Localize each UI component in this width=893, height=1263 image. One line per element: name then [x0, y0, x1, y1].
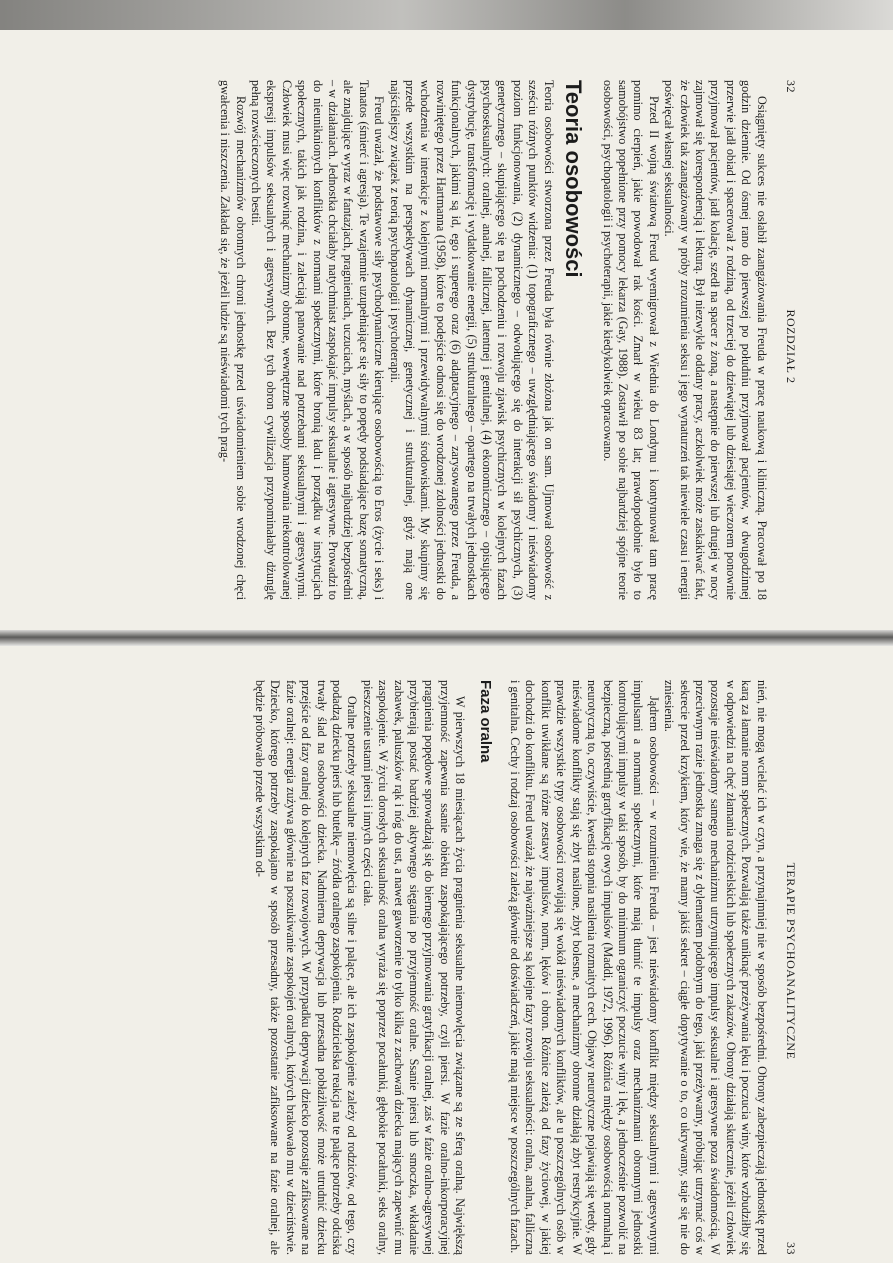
- chapter-label: ROZDZIAŁ 2: [784, 309, 798, 384]
- right-running-head: [783, 680, 798, 1255]
- body-paragraph: Oralne potrzeby seksualne niemowlęcia są silne i palące, ale ich zaspokojenie zależy od rodziców, od tego, czy podadzą dziecku pierś lub butelkę – źródła oralnego zaspokojenia. Rodzicielska reakcja na te palące potrzeby odciska trwały ślad na osobowości dziecka. Nadmierna deprywacja lub przesadna pobłażliwość może utrudnić dziecku przejście od fazy oralnej do kolejnych faz rozwojowych. W przypadku deprywacji dziecko pozostaje zafiksowane na fazie oralnej: energia zużywa głównie na poszukiwanie zaspokojeń oralnych, których brakowało mu w dzieciństwie. Dziecko, którego potrzeby zaspokajano w sposób przesadny, także pozostanie zafiksowane na fazie oralnej, ale będzie próbowało przede wszystkim od-: [253, 680, 360, 1255]
- body-paragraph: W pierwszych 18 miesiącach życia pragnienia seksualne niemowlęcia związane są ze sferą oralną. Największą przyjemność zapewnia ssanie obiektu zaspokajającego potrzeby, czyli piersi. W fazie oralno-inkorporacyjnej pragnienia popędowe sprowadzają się do biernego przyjmowania gratyfikacji oralnej, zaś w fazie oralno-agresywnej przybierają postać bardziej aktywnego sięgania po przyjemność oralne. Ssanie piersi lub smoczka, wkładanie zabawek, paluszków rąk i nóg do ust, a nawet gaworzenie to tylko kilka z zachowań dziecka mających zapewnić mu zaspokojenie. W życiu dorosłych seksualność oralna wyraża się poprzez pocałunki, głębokie pocałunki, seks oralny, pieszczenie ustami piersi i innych części ciała.: [360, 680, 468, 1255]
- page-number: 33: [784, 1242, 798, 1255]
- body-paragraph: Jądrem osobowości – w rozumieniu Freuda – jest nieświadomy konflikt między seksualnymi i agresywnymi impulsami a normami społecznymi, które mają tłumić te impulsy oraz mechanizmami obronnymi jednostki kontrolującymi impulsy w taki sposób, by do minimum ograniczyć poczucie winy i lęk, a jednocześnie pozwolić na bezpieczną, pośrednią gratyfikację owych impulsów (Maddi, 1972, 1996). Różnica między osobowością normalną i neurotyczną to, oczywiście, kwestia stopnia nasilenia rozmaitych cech. Objawy neurotyczne pojawiają się wtedy, gdy nieświadome konflikty stają się zbyt nasilone, zbyt bolesne, a mechanizmy obronne działają zbyt restrykcyjnie. W prawdzie wszystkie typy osobowości rozwijają się wokół nieświadomych konfliktów, ale u poszczególnych osób w konflikt uwikłane są różne zestawy impulsów, norm, lęków i obron. Różnice zależą od fazy życiowej, w jakiej dochodzi do konfliktu. Freud uważał, że najważniejsze są kolejne fazy rozwoju seksualności: oralna, analna, falliczna i genitalna. Cechy i rodzaj osobowości zależą głównie od doświadczeń, jakie mają miejsce w poszczególnych fazach.: [508, 680, 661, 1255]
- page-number: 32: [784, 80, 798, 93]
- book-spine-fold: [0, 630, 893, 646]
- scan-edge-shadow: [0, 0, 893, 30]
- right-page: [18, 680, 798, 1255]
- body-paragraph: Rozwój mechanizmów obronnych chroni jednostkę przed uświadomieniem sobie wrodzonej chęci gwałcenia i niszczenia. Zakłada się, że jeżeli ludzie są nieświadomi tych prag-: [218, 80, 248, 600]
- body-paragraph: Teoria osobowości stworzona przez Freuda była równie złożona jak on sam. Ujmował osobowość z sześciu różnych punktów widzenia: (1) topograficznego – uwzględniającego świadomy i nieświadomy poziom funkcjonowania, (2) dynamicznego – odwołującego się do interakcji sił psychicznych, (3) genetycznego – skupiającego się na pochodzeniu i rozwoju zjawisk psychicznych w kolejnych fazach psychoseksualnych: oralnej, analnej, fallicznej, latentnej i genitalnej, (4) ekonomicznego – opisującego dystrybucję, transformację i wydatkowanie energii, (5) strukturalnego – opartego na trwałych jednostkach funkcjonalnych, jakimi są id, ego i superego oraz (6) adaptacyjnego – zarysowanego przez Freuda, a rozwiniętego przez Hartmanna (1958), które to podejście odnosi się do wrodzonej zdolności jednostki do wchodzenia w interakcje z kolejnymi normalnymi i przewidywalnymi środowiskami. My skupimy się przede wszystkim na perspektywach dynamicznej, genetycznej i strukturalnej, gdyż mają one najściślejszy związek z teorią psychopatologii i psychoterapii.: [387, 80, 556, 600]
- body-paragraph: Freud uważał, że podstawowe siły psychodynamiczne kierujące osobowością to Eros (życie i seks) i Tanatos (śmierć i agresja). Te wzajemnie uzupełniające się siły to popędy podsiadające bazę somatyczną, ale znajdujące wyraz w fantazjach, pragnieniach, uczuciach, myślach, a w sposób najbardziej bezpośredni – w działaniach. Jednostka chciałaby natychmiast zaspokajać impulsy seksualne i agresywne. Prowadzi to do nieuniknionych konfliktów z normami społecznymi, które bronią ładu i porządku w instytucjach społecznych, takich jak rodzina, i zaleciają panowanie nad potrzebami seksualnymi i agresywnymi. Człowiek musi więc rozwinąć mechanizmy obronne, wewnętrzne sposoby hamowania niekontrolowanej ekspresji impulsów seksualnych i agresywnych. Bez tych obron cywilizacja przypominałaby dżunglę pełną rozwścieczonych bestii.: [249, 80, 387, 600]
- body-paragraph: nień, nie mogą wcielać ich w czyn, a przynajmniej nie w sposób bezpośredni. Obrony zabezpieczają jednostkę przed karą za łamanie norm społecznych. Pozwalają także uniknąć przeżywania lęku i poczucia winy, które wzbudziłby się w odpowiedzi na chęć złamania rodzicielskich lub społecznych zakazów. Obrony działają skutecznie, jeżeli człowiek pozostaje nieświadomy samego mechanizmu utrzymującego impulsy seksualne i agresywne poza świadomością. W przeciwnym razie jednostka zmaga się z dylematem podobnym do tego, jaki przeżywamy, próbując utrzymać coś w sekrecie przed krzykiem, który wie, że mamy jakiś sekret – ciągłe dopytywanie o to, co ukrywamy, staje się nie do zniesienia.: [662, 680, 769, 1255]
- left-running-head: [783, 80, 798, 600]
- left-page: [18, 80, 798, 600]
- section-heading: Teoria osobowości: [561, 80, 587, 278]
- section-heading: Faza oralna: [476, 680, 494, 763]
- chapter-label: TERAPIE PSYCHOANALITYCZNE: [784, 862, 798, 1060]
- body-paragraph: Przed II wojną światową Freud wyemigrował z Wiednia do Londynu i kontynuował tam pracę pomimo cierpień, jakie powodował rak kości. Zmarł w wieku 83 lat; prawdopodobnie było to samobójstwo popełnione przy pomocy lekarza (Gay, 1988). Zostawił po sobie najbardziej spójne teorie osobowości, psychopatologii i psychoterapii, jakie kiedykolwiek opracowano.: [600, 80, 661, 600]
- body-paragraph: Osiągnięty sukces nie osłabił zaangażowania Freuda w pracę naukową i kliniczną. Pracował po 18 godzin dziennie. Od ósmej rano do pierwszej po południu przyjmował pacjentów, w dwugodzinnej przerwie jadł obiad i spacerował z rodziną, od trzeciej do dziewiątej lub dziesiątej wieczorem ponownie przyjmował pacjentów, jadł kolację, szedł na spacer z żoną, a następnie do pierwszej lub drugiej w nocy zajmował się korespondencją i lekturą. Był niezwykle oddany pracy, aczkolwiek może zaskakiwać fakt, że człowiek tak zaangażowany w próby zrozumienia seksu i jego wynaturzeń tak niewiele czasu i energii poświęcał własnej seksualności.: [662, 80, 769, 600]
